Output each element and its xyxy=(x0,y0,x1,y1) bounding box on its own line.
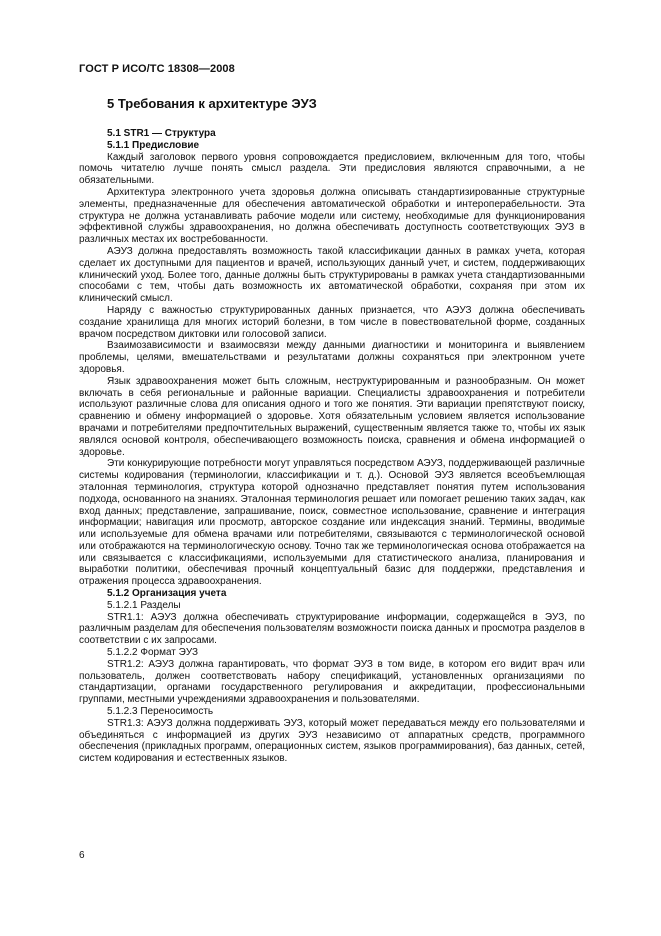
paragraph: Эти конкурирующие потребности могут управляться посредством АЭУЗ, поддерживающей различные системы кодирования (терминологии, классификации и т. д.). Основой ЭУЗ является всеобъемлющая эталонная терминология, структура которой однозначно представляет понятия путем использования подхода, основанного на знаниях. Эталонная терминология решает или помогает решению таких задач, как вход данных; представление, запрашивание, поиск, совместное использование, сравнение и интеграция информации; навигация или просмотр, авторское создание или индексация знаний. Термины, вводимые или используемые для обмена врачами или потребителями, связываются с терминологической основой или отображаются на терминологическую основу. Точно так же терминологическая основа отображается на или связывается с классификациями, используемыми для статистического анализа, планирования и выработки политики, обеспечивая прочный концептуальный базис для поддержки, представления и отражения процесса здравоохранения. xyxy=(79,458,585,588)
subsection-heading: 5.1.2 Организация учета xyxy=(107,588,227,600)
document-body xyxy=(79,128,585,765)
paragraph: STR1.3: АЭУЗ должна поддерживать ЭУЗ, который может передаваться между его пользователями и объединяться с информацией из других ЭУЗ независимо от аппаратных средств, программного обеспечения (прикладных программ, операционных систем, языков программирования), баз данных, сетей, систем кодирования и естественных языков. xyxy=(79,717,585,765)
paragraph: Взаимозависимости и взаимосвязи между данными диагностики и мониторинга и выявлением проблемы, целями, вмешательствами и результатами должны сохраняться при электронном учете здоровья. xyxy=(79,340,585,375)
subsection-heading: 5.1.1 Предисловие xyxy=(107,139,200,151)
paragraph: Архитектура электронного учета здоровья должна описывать стандартизированные структурные элементы, предназначенные для обеспечения автоматической обработки и интероперабельности. Эта структура не должна устанавливать рабочие модели или систему, необходимые для функционирования эффективной службы здравоохранения, но должна обеспечивать доступность соответствующих ЭУЗ в различных местах их востребованности. xyxy=(79,186,585,246)
paragraph: АЭУЗ должна предоставлять возможность такой классификации данных в рамках учета, которая сделает их доступными для пациентов и врачей, использующих данный учет, и систем, поддерживающих клинический уход. Более того, данные должны быть структурированы в рамках учета стандартизованными способами с тем, чтобы дать возможность их автоматической обработки, сохраняя при этом их клинический смысл. xyxy=(79,245,585,305)
paragraph: Язык здравоохранения может быть сложным, неструктурированным и разнообразным. Он может включать в себя региональные и районные вариации. Специалисты здравоохранения и потребители используют различные слова для описания одного и того же понятия. Эти вариации препятствуют поиску, сравнению и обмену информацией о здоровье. Хотя обязательным условием является использование врачами и потребителями предпочтительных выражений, существенным является также то, чтобы их язык являлся основой контроля, обеспечивающего возможность поиска, сравнения и обмена информацией о здоровье. xyxy=(79,375,585,458)
section-title: 5 Требования к архитектуре ЭУЗ xyxy=(107,96,317,111)
clause-title: 5.1.2.3 Переносимость xyxy=(107,706,214,718)
paragraph: STR1.1: АЭУЗ должна обеспечивать структурирование информации, содержащейся в ЭУЗ, по различным разделам для обеспечения пользователям возможности поиска данных и просмотра разделов в соответствии с их запросами. xyxy=(79,611,585,647)
clause-title: 5.1.2.2 Формат ЭУЗ xyxy=(107,647,199,659)
subsection-heading: 5.1 STR1 — Структура xyxy=(107,128,216,139)
clause-title: 5.1.2.1 Разделы xyxy=(107,599,181,611)
paragraph: Каждый заголовок первого уровня сопровождается предисловием, включенным для того, чтобы помочь читателю лучше понять смысл раздела. Эти предисловия являются справочными, а не обязательными. xyxy=(79,151,585,187)
paragraph: STR1.2: АЭУЗ должна гарантировать, что формат ЭУЗ в том виде, в котором его видит врач или пользователь, должен соответствовать набору спецификаций, установленных организациями по стандартизации, органами государственного регулирования и аккредитации, профессиональными группами, местными учреждениями здравоохранения и пользователями. xyxy=(79,658,585,706)
document-header: ГОСТ Р ИСО/ТС 18308—2008 xyxy=(79,63,235,75)
page-number: 6 xyxy=(79,850,85,861)
paragraph: Наряду с важностью структурированных данных признается, что АЭУЗ должна обеспечивать создание хранилища для многих историй болезни, в том числе в повествовательной форме, созданных врачом посредством диктовки или голосовой записи. xyxy=(79,304,585,340)
